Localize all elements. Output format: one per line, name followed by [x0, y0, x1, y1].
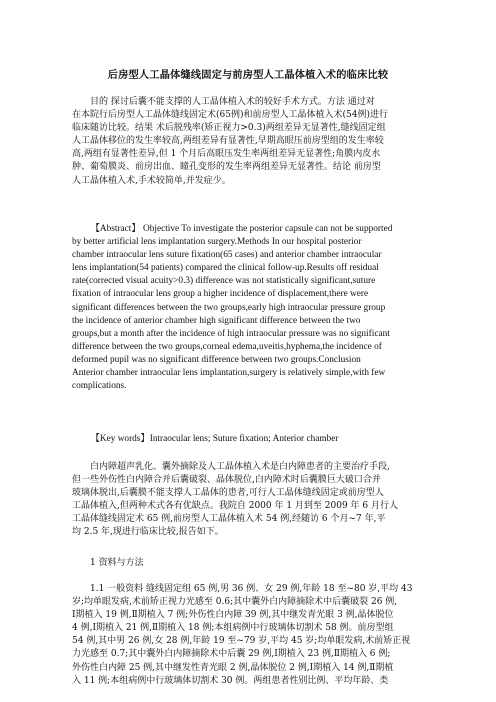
abstract-en-line: by better artificial lens implantation surgery.Methods In our hospital posterior: [72, 237, 362, 248]
abstract-line: 在本院行后房型人工晶体缝线固定术(65例)和前房型人工晶体植入术(54例)进行: [72, 110, 388, 121]
methods-line: 4 例,Ⅰ期植入 21 例,Ⅱ期植入 18 例;本组病例中行玻璃体切割术 58 例。前房型组: [72, 623, 394, 634]
abstract-line: 高,两组有显著性差异,但 1 个月后高眼压发生率两组差异无显著性;角膜内皮水: [72, 149, 381, 160]
intro-line: 但一些外伤性白内障合并后囊破裂、晶体脱位,白内障术时后囊膜巨大破口合并: [72, 475, 381, 486]
methods-line: 外伤性白内障 25 例,其中继发性青光眼 2 例,晶体脱位 2 例,Ⅰ期植入 14 例,Ⅱ期植: [72, 662, 394, 673]
paper-title: 后房型人工晶体缝线固定与前房型人工晶体植入术的临床比较: [107, 70, 389, 81]
methods-line: 岁;均单眼发病,术前矫正视力光感至 0.6;其中囊外白内障摘除术中后囊破裂 26 例,: [72, 597, 398, 608]
abstract-en-line: groups,but a month after the incidence of high intraocular pressure was no significant: [72, 328, 390, 339]
abstract-en-line: lens implantation(54 patients) compared the clinical follow-up.Results off residual: [72, 263, 379, 274]
methods-line: 1.1 一般资料 缝线固定组 65 例,男 36 例、女 29 例,年龄 18 至~80 岁,平均 43: [90, 584, 413, 594]
abstract-line: 肿、葡萄膜炎、前房出血、瞳孔变形的发生率两组差异无显著性。结论 前房型: [72, 162, 381, 173]
methods-line: 54 例,其中男 26 例,女 28 例,年龄 19 至~79 岁,平均 45 岁;均单眼发病,术前矫正视: [72, 636, 411, 647]
methods-line: 力光感至 0.7;其中囊外白内障摘除术中后囊 29 例,Ⅰ期植入 23 例,Ⅱ期植入 6 例;: [72, 649, 391, 660]
abstract-line: 临床随访比较。结果 术后脱残率(矫正视力>0.3)两组差异无显著性,缝线固定组: [72, 123, 386, 134]
abstract-line: 目的 探讨后囊不能支撑的人工晶体植入术的较好手术方式。方法 通过对: [90, 97, 375, 107]
abstract-en-line: chamber intraocular lens suture fixation(65 cases) and anterior chamber intraocular: [72, 250, 382, 261]
section-heading-text: 1 资料与方法: [90, 558, 144, 568]
abstract-line: 人工晶体植入术,手术较简单,并发症少。: [72, 175, 231, 186]
english-abstract: [72, 223, 436, 393]
abstract-en-line: rate(corrected visual acuity>0.3) difference was not statistically significant,suture: [72, 276, 376, 287]
introduction: [72, 461, 436, 540]
intro-line: 工晶体缝线固定术 65 例,前房型人工晶体植入术 54 例,经随访 6 个月~7 年,平: [72, 514, 386, 525]
keywords: [72, 433, 436, 446]
abstract-en-line: fixation of intraocular lens group a higher incidence of displacement,there were: [72, 289, 369, 300]
section-heading: [72, 557, 436, 570]
intro-line: 工晶体植入,但两种术式各有优缺点。我院自 2000 年 1 月到至 2009 年 6 月行人: [72, 501, 399, 512]
abstract-en-line: 【Abstract】 Objective To investigate the posterior capsule can not be supported: [90, 224, 393, 234]
abstract-en-line: Anterior chamber intraocular lens implantation,surgery is relatively simple,with few: [72, 368, 386, 379]
abstract-en-line: difference between the two groups,corneal edema,uveitis,hyphema,the incidence of: [72, 341, 382, 352]
intro-line: 玻璃体脱出,后囊膜不能支撑人工晶体的患者,可行人工晶体缝线固定或前房型人: [72, 488, 384, 499]
keywords-label: 【Key words】: [90, 434, 150, 444]
keywords-text: Intraocular lens; Suture fixation; Anterior chamber: [149, 434, 339, 444]
keywords-line: [72, 433, 436, 446]
methods-line: 入 11 例;本组病例中行玻璃体切割术 30 例。两组患者性别比例、平均年龄、类: [72, 675, 389, 686]
abstract-en-line: deformed pupil was no significant difference between two groups.Conclusion: [72, 354, 361, 365]
intro-line: 白内障超声乳化、囊外摘除及人工晶体植入术是白内障患者的主要治疗手段,: [90, 462, 390, 472]
abstract-en-line: significant differences between the two groups,early high intraocular pressure group: [72, 302, 386, 313]
abstract-line: 人工晶体移位的发生率较高,两组差异有显著性,早期高眼压前房型组的发生率较: [72, 136, 384, 147]
methods-line: Ⅰ期植入 19 例,Ⅱ期植入 7 例;外伤性白内障 39 例,其中继发青光眼 3 例,晶体脱位: [72, 610, 394, 621]
chinese-abstract: [72, 96, 436, 188]
intro-line: 均 2.5 年,现进行临床比较,报告如下。: [72, 527, 224, 538]
methods-paragraph: [72, 583, 436, 688]
abstract-en-line: the incidence of anterior chamber high significant difference between the two: [72, 315, 361, 326]
abstract-en-line: complications.: [72, 381, 127, 392]
